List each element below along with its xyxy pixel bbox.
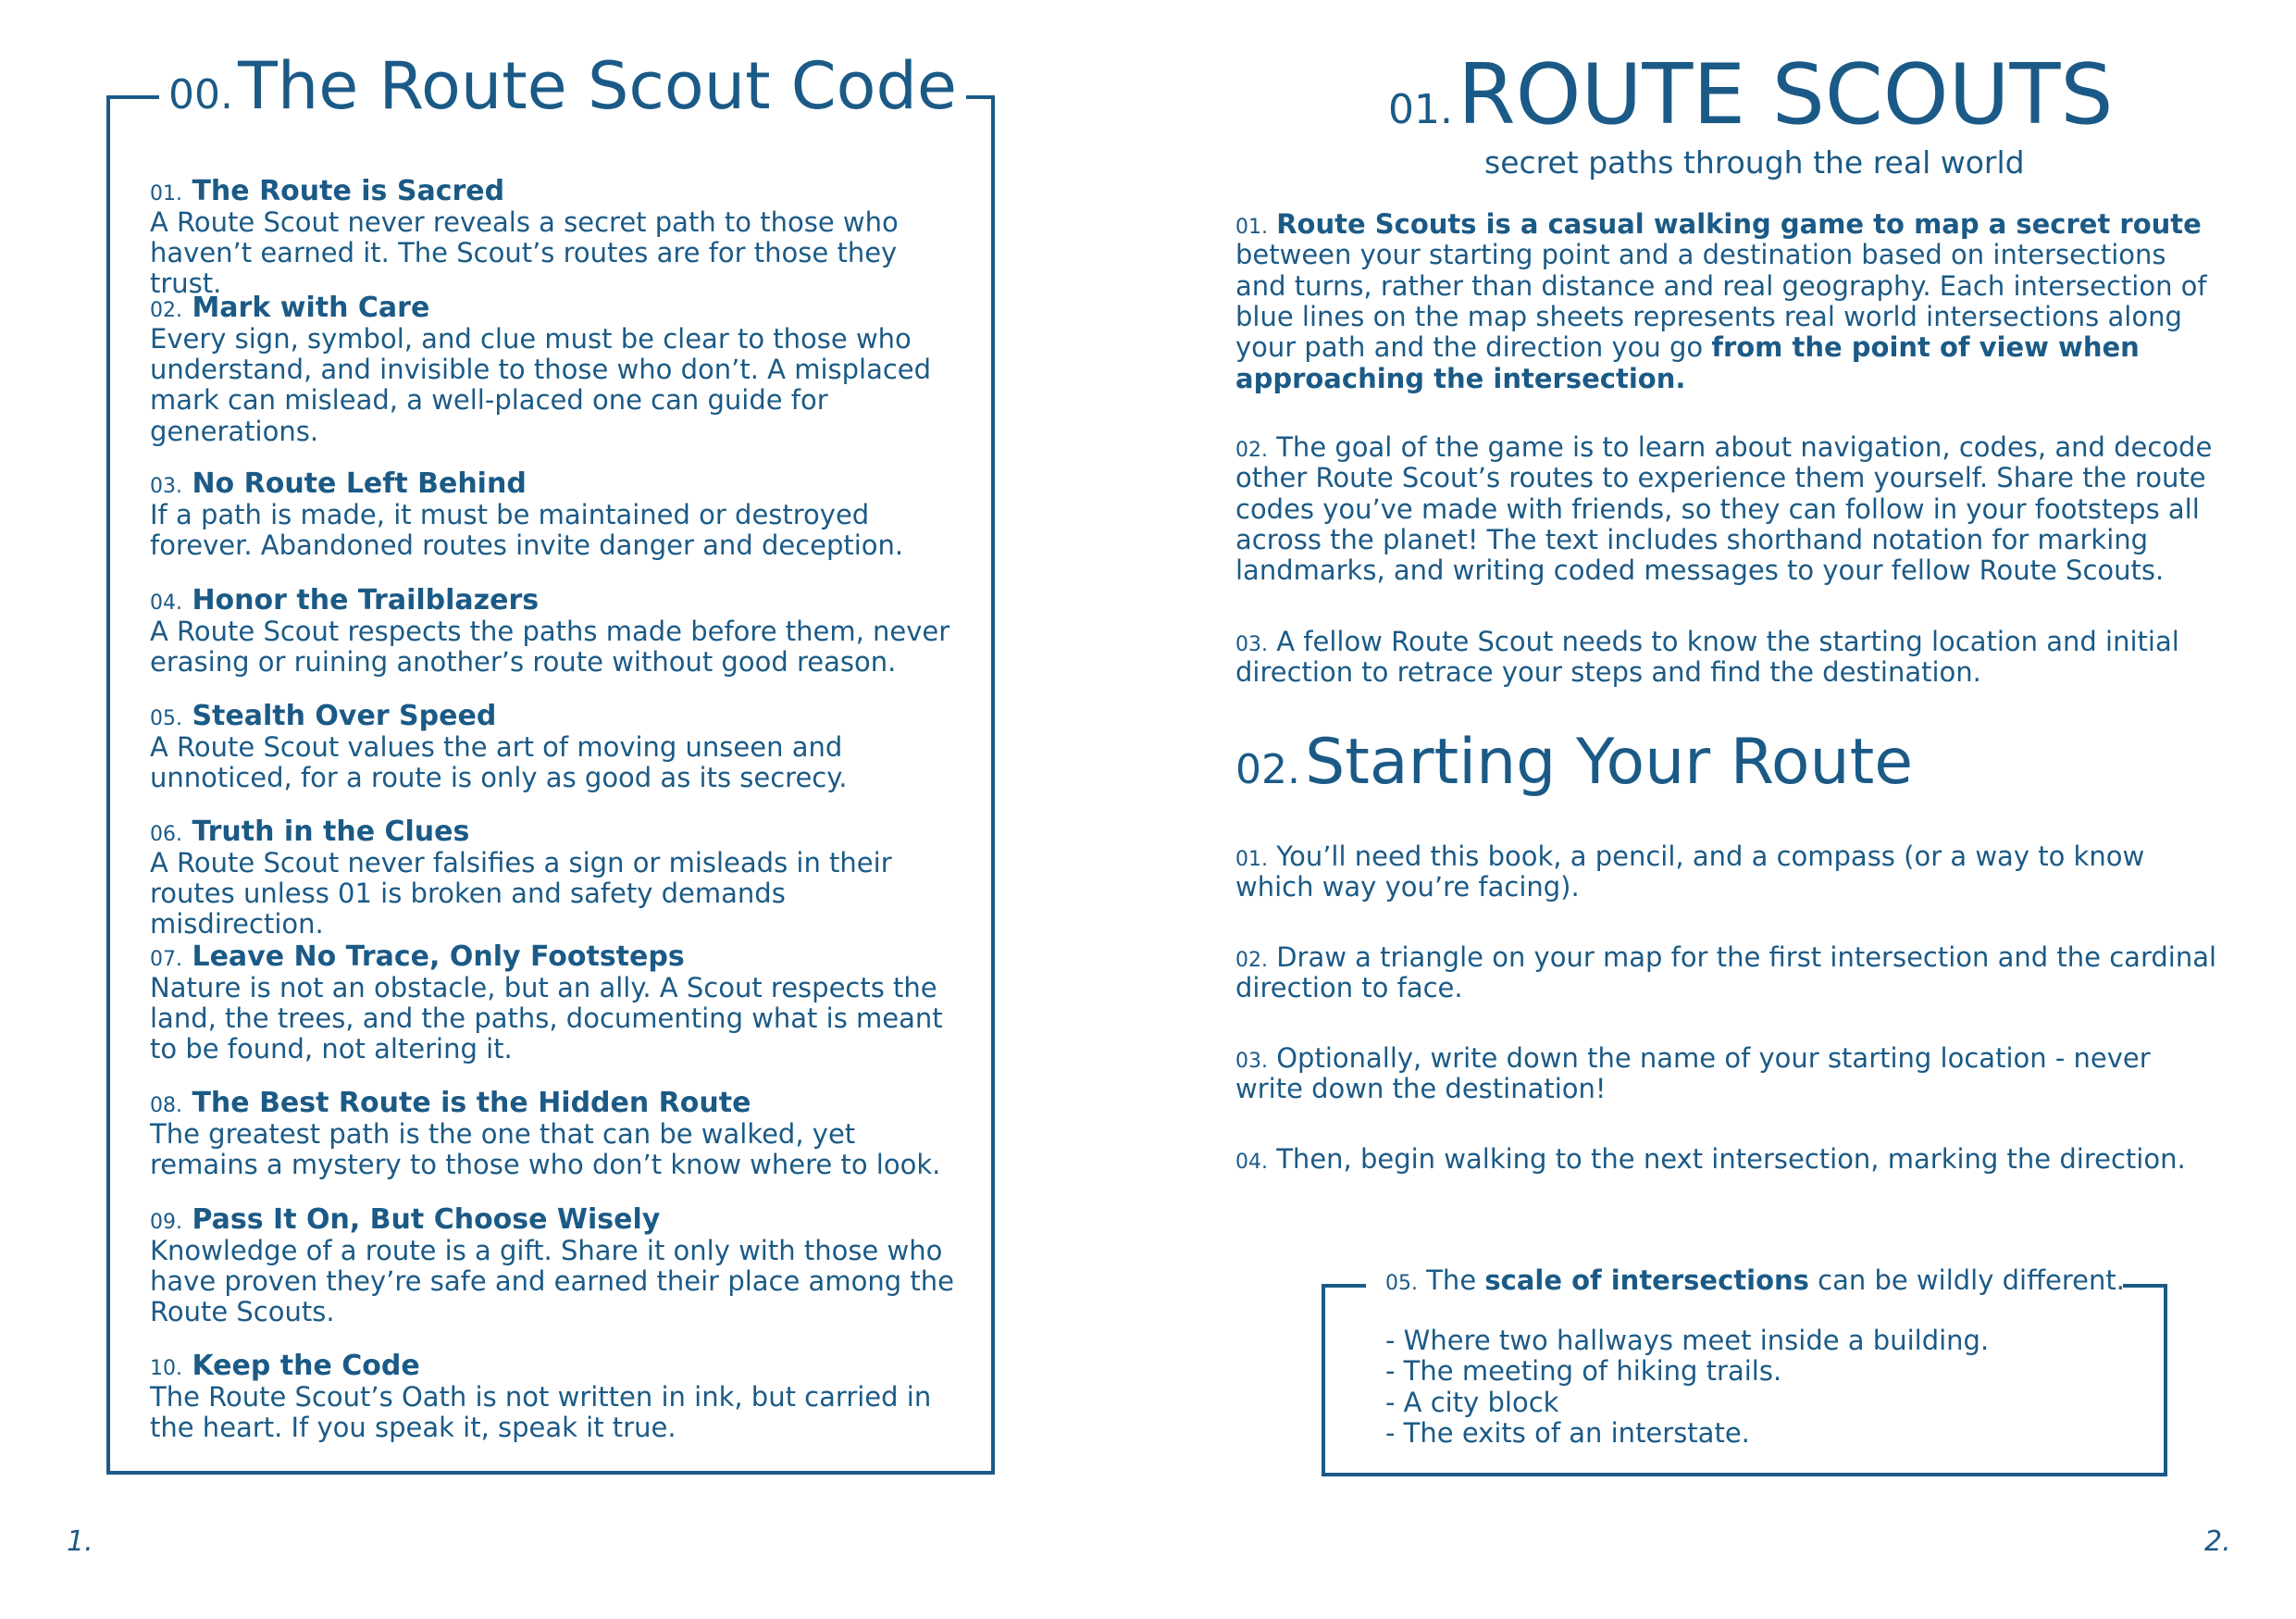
section-title-text: Starting Your Route xyxy=(1305,726,1914,799)
rule-item xyxy=(150,701,964,793)
step-number: 04. xyxy=(1235,1151,1268,1174)
rule-title: Stealth Over Speed xyxy=(192,700,497,732)
note-list xyxy=(1385,1326,1989,1449)
main-title xyxy=(1388,46,2114,143)
section-title xyxy=(1235,726,1914,799)
step-number: 01. xyxy=(1235,848,1268,871)
rule-number: 09. xyxy=(150,1211,182,1234)
rule-title: Truth in the Clues xyxy=(192,816,470,848)
rule-title: Honor the Trailblazers xyxy=(192,584,540,616)
list-item: - A city block xyxy=(1385,1386,1559,1418)
subtitle: secret paths through the real world xyxy=(1484,144,2025,181)
paragraph-text: between your starting point and a destination based on intersections and turns, rather than distance and real geography. Each intersection of blue lines on the map sheets represents real world intersections along your path and the direction you go xyxy=(1235,239,2207,364)
rule-item xyxy=(150,176,964,300)
note-heading xyxy=(1385,1264,2125,1296)
rule-body: A Route Scout values the art of moving unseen and unnoticed, for a route is only as good as its secrecy. xyxy=(150,730,848,793)
rule-body: The Route Scout’s Oath is not written in ink, but carried in the heart. If you speak it, speak it true. xyxy=(150,1380,932,1443)
paragraph-number: 03. xyxy=(1235,633,1268,656)
bold-lead: Route Scouts is a casual walking game to map a secret route xyxy=(1276,208,2202,240)
bold-tail: from the point of view when approaching the intersection. xyxy=(1235,331,2140,394)
rule-number: 06. xyxy=(150,823,182,846)
step-text: Draw a triangle on your map for the first intersection and the cardinal direction to face. xyxy=(1235,941,2217,1004)
intro-paragraph xyxy=(1235,627,2221,689)
main-title-number: 01. xyxy=(1388,86,1453,133)
list-item: - The meeting of hiking trails. xyxy=(1385,1355,1782,1388)
rule-body: Nature is not an obstacle, but an ally. A Scout respects the land, the trees, and the paths, documenting what is meant to be found, not altering it. xyxy=(150,971,943,1065)
step-text: Then, begin walking to the next intersection, marking the direction. xyxy=(1276,1143,2186,1175)
step-paragraph xyxy=(1235,1144,2221,1175)
step-number: 03. xyxy=(1235,1050,1268,1073)
rule-body: Knowledge of a route is a gift. Share it only with those who have proven they’re safe and earned their place among the Route Scouts. xyxy=(150,1234,954,1328)
note-pre: The xyxy=(1426,1264,1485,1296)
rule-number: 07. xyxy=(150,948,182,971)
step-number: 02. xyxy=(1235,949,1268,972)
rule-number: 10. xyxy=(150,1357,182,1380)
note-frame-corner-right xyxy=(2123,1284,2167,1297)
code-title-text: The Route Scout Code xyxy=(238,48,957,124)
step-paragraph xyxy=(1235,841,2221,903)
note-bold: scale of intersections xyxy=(1484,1264,1809,1296)
paragraph-number: 02. xyxy=(1235,439,1268,462)
rule-number: 05. xyxy=(150,707,182,730)
step-paragraph xyxy=(1235,942,2221,1004)
rule-number: 04. xyxy=(150,592,182,615)
code-title xyxy=(159,48,966,124)
list-item: - Where two hallways meet inside a building. xyxy=(1385,1325,1990,1356)
rule-item xyxy=(150,1204,964,1328)
rule-title: The Best Route is the Hidden Route xyxy=(192,1087,751,1119)
rule-title: Keep the Code xyxy=(192,1350,420,1382)
main-title-text: ROUTE SCOUTS xyxy=(1458,46,2114,143)
rule-number: 01. xyxy=(150,182,182,205)
step-text: Optionally, write down the name of your starting location - never write down the destination! xyxy=(1235,1042,2151,1105)
rule-body: A Route Scout never falsifies a sign or misleads in their routes unless 01 is broken and safety demands misdirection. xyxy=(150,846,892,940)
paragraph-text: The goal of the game is to learn about navigation, codes, and decode other Route Scout’s routes to experience them yourself. Share the route codes you’ve made with friends, so they can follow in your footsteps all across the planet! The text includes shorthand notation for marking landmarks, and writing coded messages to your fellow Route Scouts. xyxy=(1235,431,2213,587)
note-post: can be wildly different. xyxy=(1808,1264,2125,1296)
rule-body: If a path is made, it must be maintained or destroyed forever. Abandoned routes invite danger and deception. xyxy=(150,498,904,561)
rule-item xyxy=(150,468,964,561)
rule-title: The Route is Sacred xyxy=(192,175,505,207)
step-paragraph xyxy=(1235,1043,2221,1105)
code-title-number: 00. xyxy=(168,71,233,118)
rule-body: The greatest path is the one that can be walked, yet remains a mystery to those who don’t know where to look. xyxy=(150,1117,941,1180)
rule-body: Every sign, symbol, and clue must be clear to those who understand, and invisible to those who don’t. A misplaced mark can mislead, a well-placed one can guide for generations. xyxy=(150,322,932,447)
rule-number: 03. xyxy=(150,475,182,498)
rule-title: Leave No Trace, Only Footsteps xyxy=(192,940,685,973)
list-item: - The exits of an interstate. xyxy=(1385,1417,1750,1450)
paragraph-number: 01. xyxy=(1235,216,1268,239)
rule-number: 02. xyxy=(150,299,182,322)
page-number-right: 2. xyxy=(2204,1526,2231,1558)
note-number: 05. xyxy=(1385,1272,1418,1295)
section-title-number: 02. xyxy=(1235,746,1300,793)
rule-item xyxy=(150,941,964,1065)
rule-item xyxy=(150,1351,964,1443)
rule-item xyxy=(150,816,964,940)
rule-item xyxy=(150,585,964,678)
rule-body: A Route Scout never reveals a secret path to those who haven’t earned it. The Scout’s routes are for those they trust. xyxy=(150,205,899,300)
note-frame-corner-left xyxy=(1322,1284,1366,1297)
rule-body: A Route Scout respects the paths made before them, never erasing or ruining another’s route without good reason. xyxy=(150,615,950,678)
rule-item xyxy=(150,1088,964,1180)
intro-paragraph xyxy=(1235,209,2221,394)
rule-title: No Route Left Behind xyxy=(192,467,527,500)
paragraph-text: A fellow Route Scout needs to know the starting location and initial direction to retrace your steps and find the destination. xyxy=(1235,626,2179,689)
rule-title: Mark with Care xyxy=(192,292,430,324)
intro-paragraph xyxy=(1235,432,2221,587)
page-number-left: 1. xyxy=(67,1526,93,1558)
rule-title: Pass It On, But Choose Wisely xyxy=(192,1203,661,1236)
rule-item xyxy=(150,293,964,447)
rule-number: 08. xyxy=(150,1094,182,1117)
step-text: You’ll need this book, a pencil, and a compass (or a way to know which way you’re facing). xyxy=(1235,841,2145,903)
